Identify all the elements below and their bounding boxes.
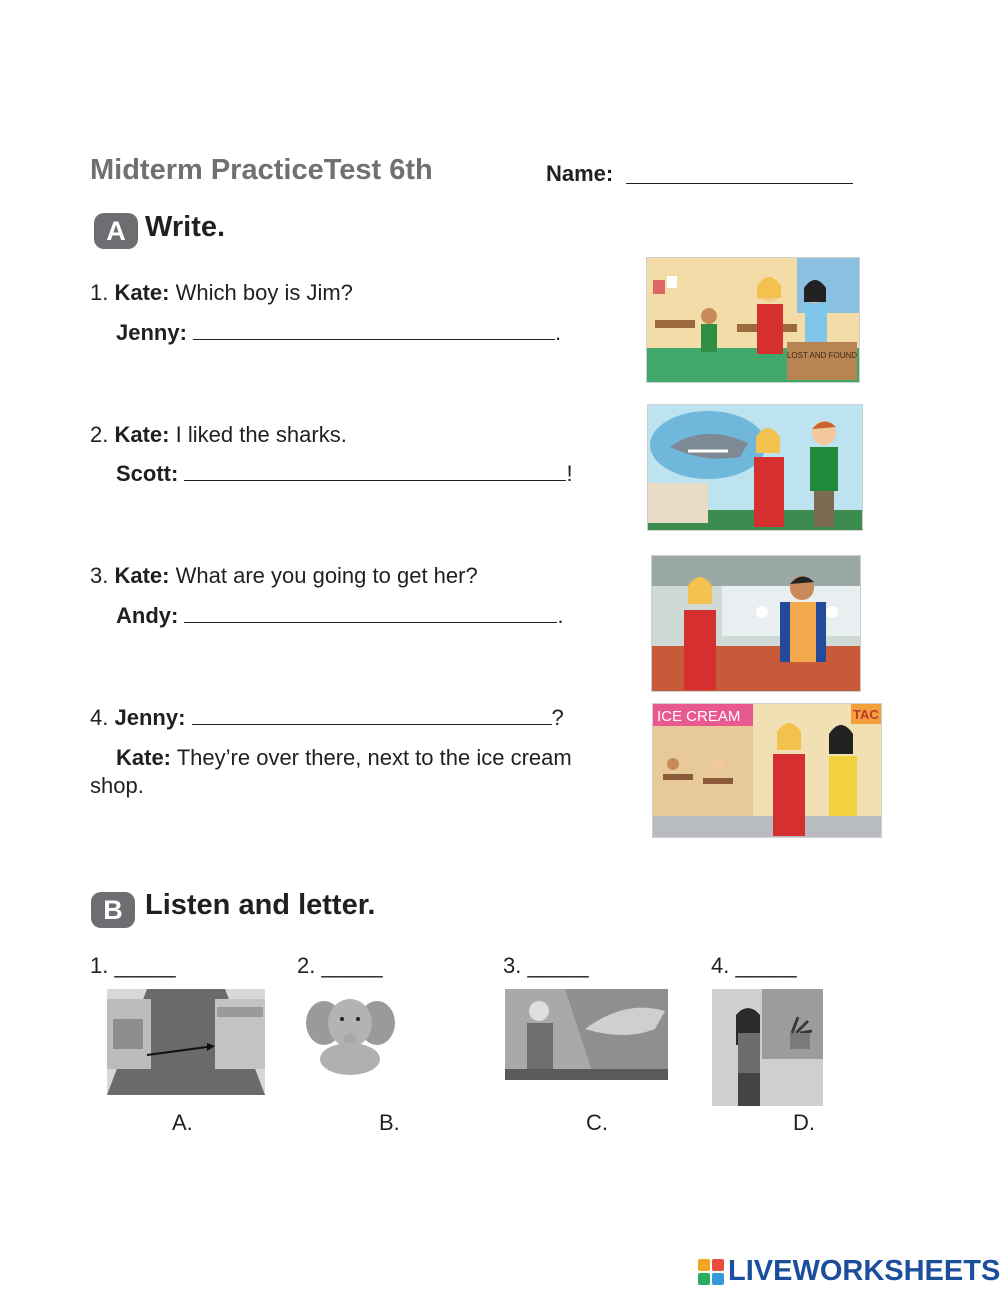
- answer-1-blank[interactable]: [193, 322, 555, 340]
- letter-b: B.: [379, 1110, 400, 1135]
- ice-cream-sign: ICE CREAM: [657, 708, 741, 725]
- speaker: Kate:: [114, 280, 170, 305]
- listen-item-1[interactable]: 1. _____: [90, 953, 176, 978]
- picture-d-watering-plant: [712, 989, 823, 1106]
- listen-item-4[interactable]: 4. _____: [711, 953, 797, 978]
- liveworksheets-logo: [698, 1255, 1000, 1288]
- question-2-line: 2. Kate: I liked the sharks.: [90, 422, 347, 447]
- lost-found-sign: LOST AND FOUND: [786, 351, 858, 360]
- answer-3-line: Andy: .: [116, 603, 564, 628]
- speaker: Jenny:: [116, 320, 187, 345]
- listen-item-3[interactable]: 3. _____: [503, 953, 589, 978]
- question-3-line: 3. Kate: What are you going to get her?: [90, 563, 478, 588]
- section-a-badge: A: [94, 213, 138, 249]
- speaker: Kate:: [116, 745, 172, 770]
- speaker: Jenny:: [114, 705, 186, 730]
- logo-blocks-icon: [698, 1259, 724, 1285]
- speaker: Kate:: [114, 422, 170, 447]
- answer-3-blank[interactable]: [184, 605, 557, 623]
- speaker: Andy:: [116, 603, 179, 628]
- letter-c: C.: [586, 1110, 608, 1135]
- answer-4-line: Kate: They’re over there, next to the ice cream: [116, 745, 572, 770]
- listen-item-2[interactable]: 2. _____: [297, 953, 383, 978]
- page-title: Midterm PracticeTest 6th: [90, 154, 433, 186]
- picture-b-elephant: [304, 993, 397, 1076]
- picture-jewelry-store: [651, 555, 861, 692]
- picture-ice-cream-shop: [652, 703, 882, 838]
- section-b-badge: B: [91, 892, 135, 928]
- logo-text: LIVEWORKSHEETS: [728, 1255, 1000, 1287]
- answer-1-line: Jenny: .: [116, 320, 562, 345]
- section-a-title: Write.: [145, 211, 226, 243]
- speaker: Kate:: [114, 563, 170, 588]
- section-b-title: Listen and letter.: [145, 889, 376, 921]
- letter-a: A.: [172, 1110, 193, 1135]
- name-field[interactable]: [626, 183, 853, 184]
- question-4-line: 4. Jenny: ?: [90, 705, 564, 730]
- answer-2-line: Scott: !: [116, 461, 573, 486]
- question-4-blank[interactable]: [192, 707, 552, 725]
- picture-c-shark-aquarium: [505, 989, 668, 1080]
- answer-4-line-cont: shop.: [90, 773, 144, 798]
- answer-2-blank[interactable]: [184, 463, 566, 481]
- speaker: Scott:: [116, 461, 179, 486]
- picture-a-street: [107, 989, 265, 1095]
- question-1-line: 1. Kate: Which boy is Jim?: [90, 280, 353, 305]
- taco-sign: TAC: [853, 707, 879, 722]
- picture-shark: [647, 404, 863, 531]
- picture-lost-and-found: [646, 257, 860, 383]
- letter-d: D.: [793, 1110, 815, 1135]
- name-label: Name:: [546, 161, 614, 186]
